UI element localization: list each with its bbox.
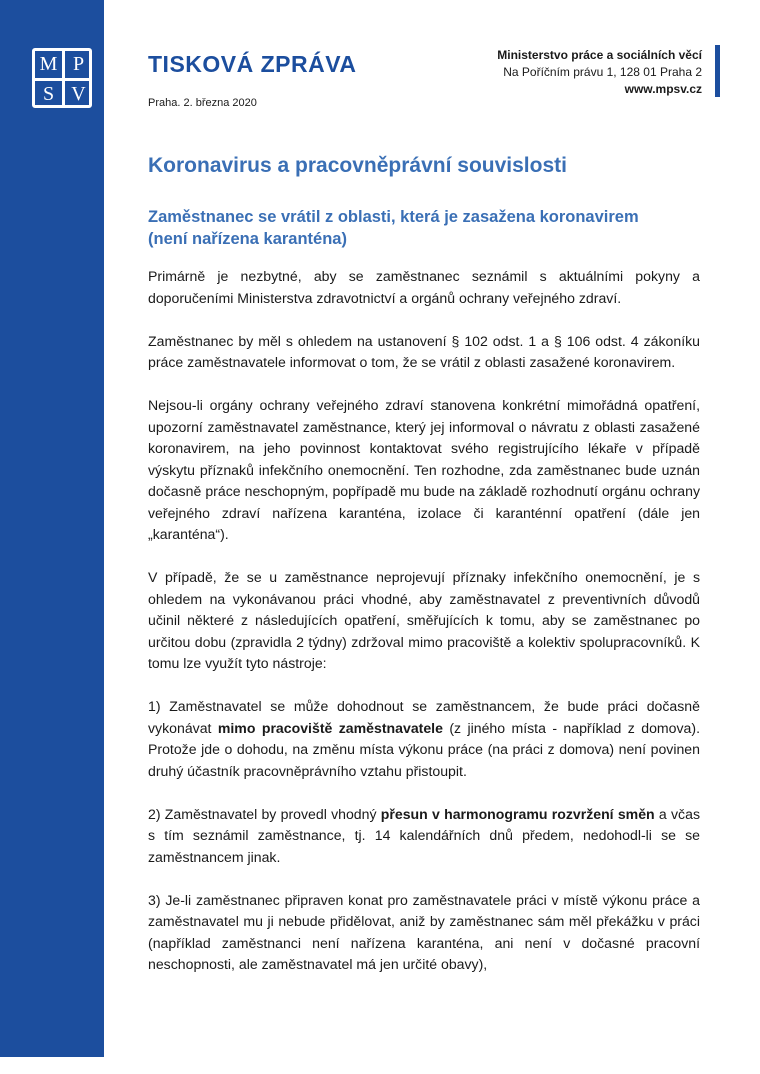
header-accent-bar: [715, 45, 720, 97]
ministry-name: Ministerstvo práce a sociálních věcí: [497, 48, 702, 62]
paragraph-1: Primárně je nezbytné, aby se zaměstnanec seznámil s aktuálními pokyny a doporučeními Ministerstva zdravotnictví a orgánů ochrany veřejného zdraví.: [148, 268, 700, 306]
subtitle-line-2: (není nařízena karanténa): [148, 230, 347, 248]
document-subtitle: [148, 206, 728, 250]
mpsv-logo: M P S V: [32, 48, 92, 108]
ministry-website: www.mpsv.cz: [624, 82, 702, 96]
paragraph-4: V případě, že se u zaměstnance neprojevují příznaky infekčního onemocnění, je s ohledem na vykonávanou práci vhodné, aby zaměstnavatel z preventivních důvodů učinil některé z následujících opatření, směřujících k tomu, aby se zaměstnanec po určitou dobu (zpravidla 2 týdny) zdržoval mimo pracoviště a kolektiv spolupracovníků. K tomu lze využít tyto nástroje:: [148, 569, 700, 671]
release-date: Praha. 2. března 2020: [148, 97, 257, 109]
list-item-2: 2) Zaměstnavatel by provedl vhodný přesun v harmonogramu rozvržení směn a včas s tím seznámil zaměstnance, tj. 14 kalendářních dnů předem, nedohodl-li se se zaměstnancem jinak.: [148, 805, 700, 865]
subtitle-line-1: Zaměstnanec se vrátil z oblasti, která je zasažena koronavirem: [148, 208, 639, 226]
sidebar-band: [0, 0, 104, 1057]
list-item-1: 1) Zaměstnavatel se může dohodnout se zaměstnancem, že bude práci dočasně vykonávat mimo pracoviště zaměstnavatele (z jiného místa - například z domova). Protože jde o dohodu, na změnu místa výkonu práce (na práci z domova) není povinen druhý účastník pracovněprávního vztahu přistoupit.: [148, 698, 700, 779]
list-item-3: 3) Je-li zaměstnanec připraven konat pro zaměstnavatele práci v místě výkonu práce a zaměstnavatel mu ji nebude přidělovat, aniž by zaměstnanec sám měl překážku v práci (například zaměstnanci není nařízena karanténa, ani není v dočasné pracovní neschopnosti, ale zaměstnavatel má jen určité obavy),: [148, 891, 700, 972]
ministry-info: [497, 47, 702, 98]
document-body: [148, 266, 700, 997]
ministry-address: Na Poříčním právu 1, 128 01 Praha 2: [503, 65, 702, 79]
paragraph-2: Zaměstnanec by měl s ohledem na ustanovení § 102 odst. 1 a § 106 odst. 4 zákoníku práce zaměstnavatele informovat o tom, že se vrátil z oblasti zasažené koronavirem.: [148, 332, 700, 370]
document-title: Koronavirus a pracovněprávní souvislosti: [148, 154, 567, 177]
paragraph-3: Nejsou-li orgány ochrany veřejného zdraví stanovena konkrétní mimořádná opatření, upozorní zaměstnavatel zaměstnance, který jej informoval o návratu z oblasti zasažené koronavirem, na jeho povinnost kontaktovat svého registrujícího lékaře v případě výskytu příznaků infekčního onemocnění. Ten rozhodne, zda zaměstnanec bude uznán dočasně práce neschopným, popřípadě mu bude na základě rozhodnutí orgánu ochrany veřejného zdraví nařízena karanténa, izolace či karanténní opatření (dále jen „karanténa“).: [148, 397, 700, 542]
press-release-heading: TISKOVÁ ZPRÁVA: [148, 51, 357, 77]
